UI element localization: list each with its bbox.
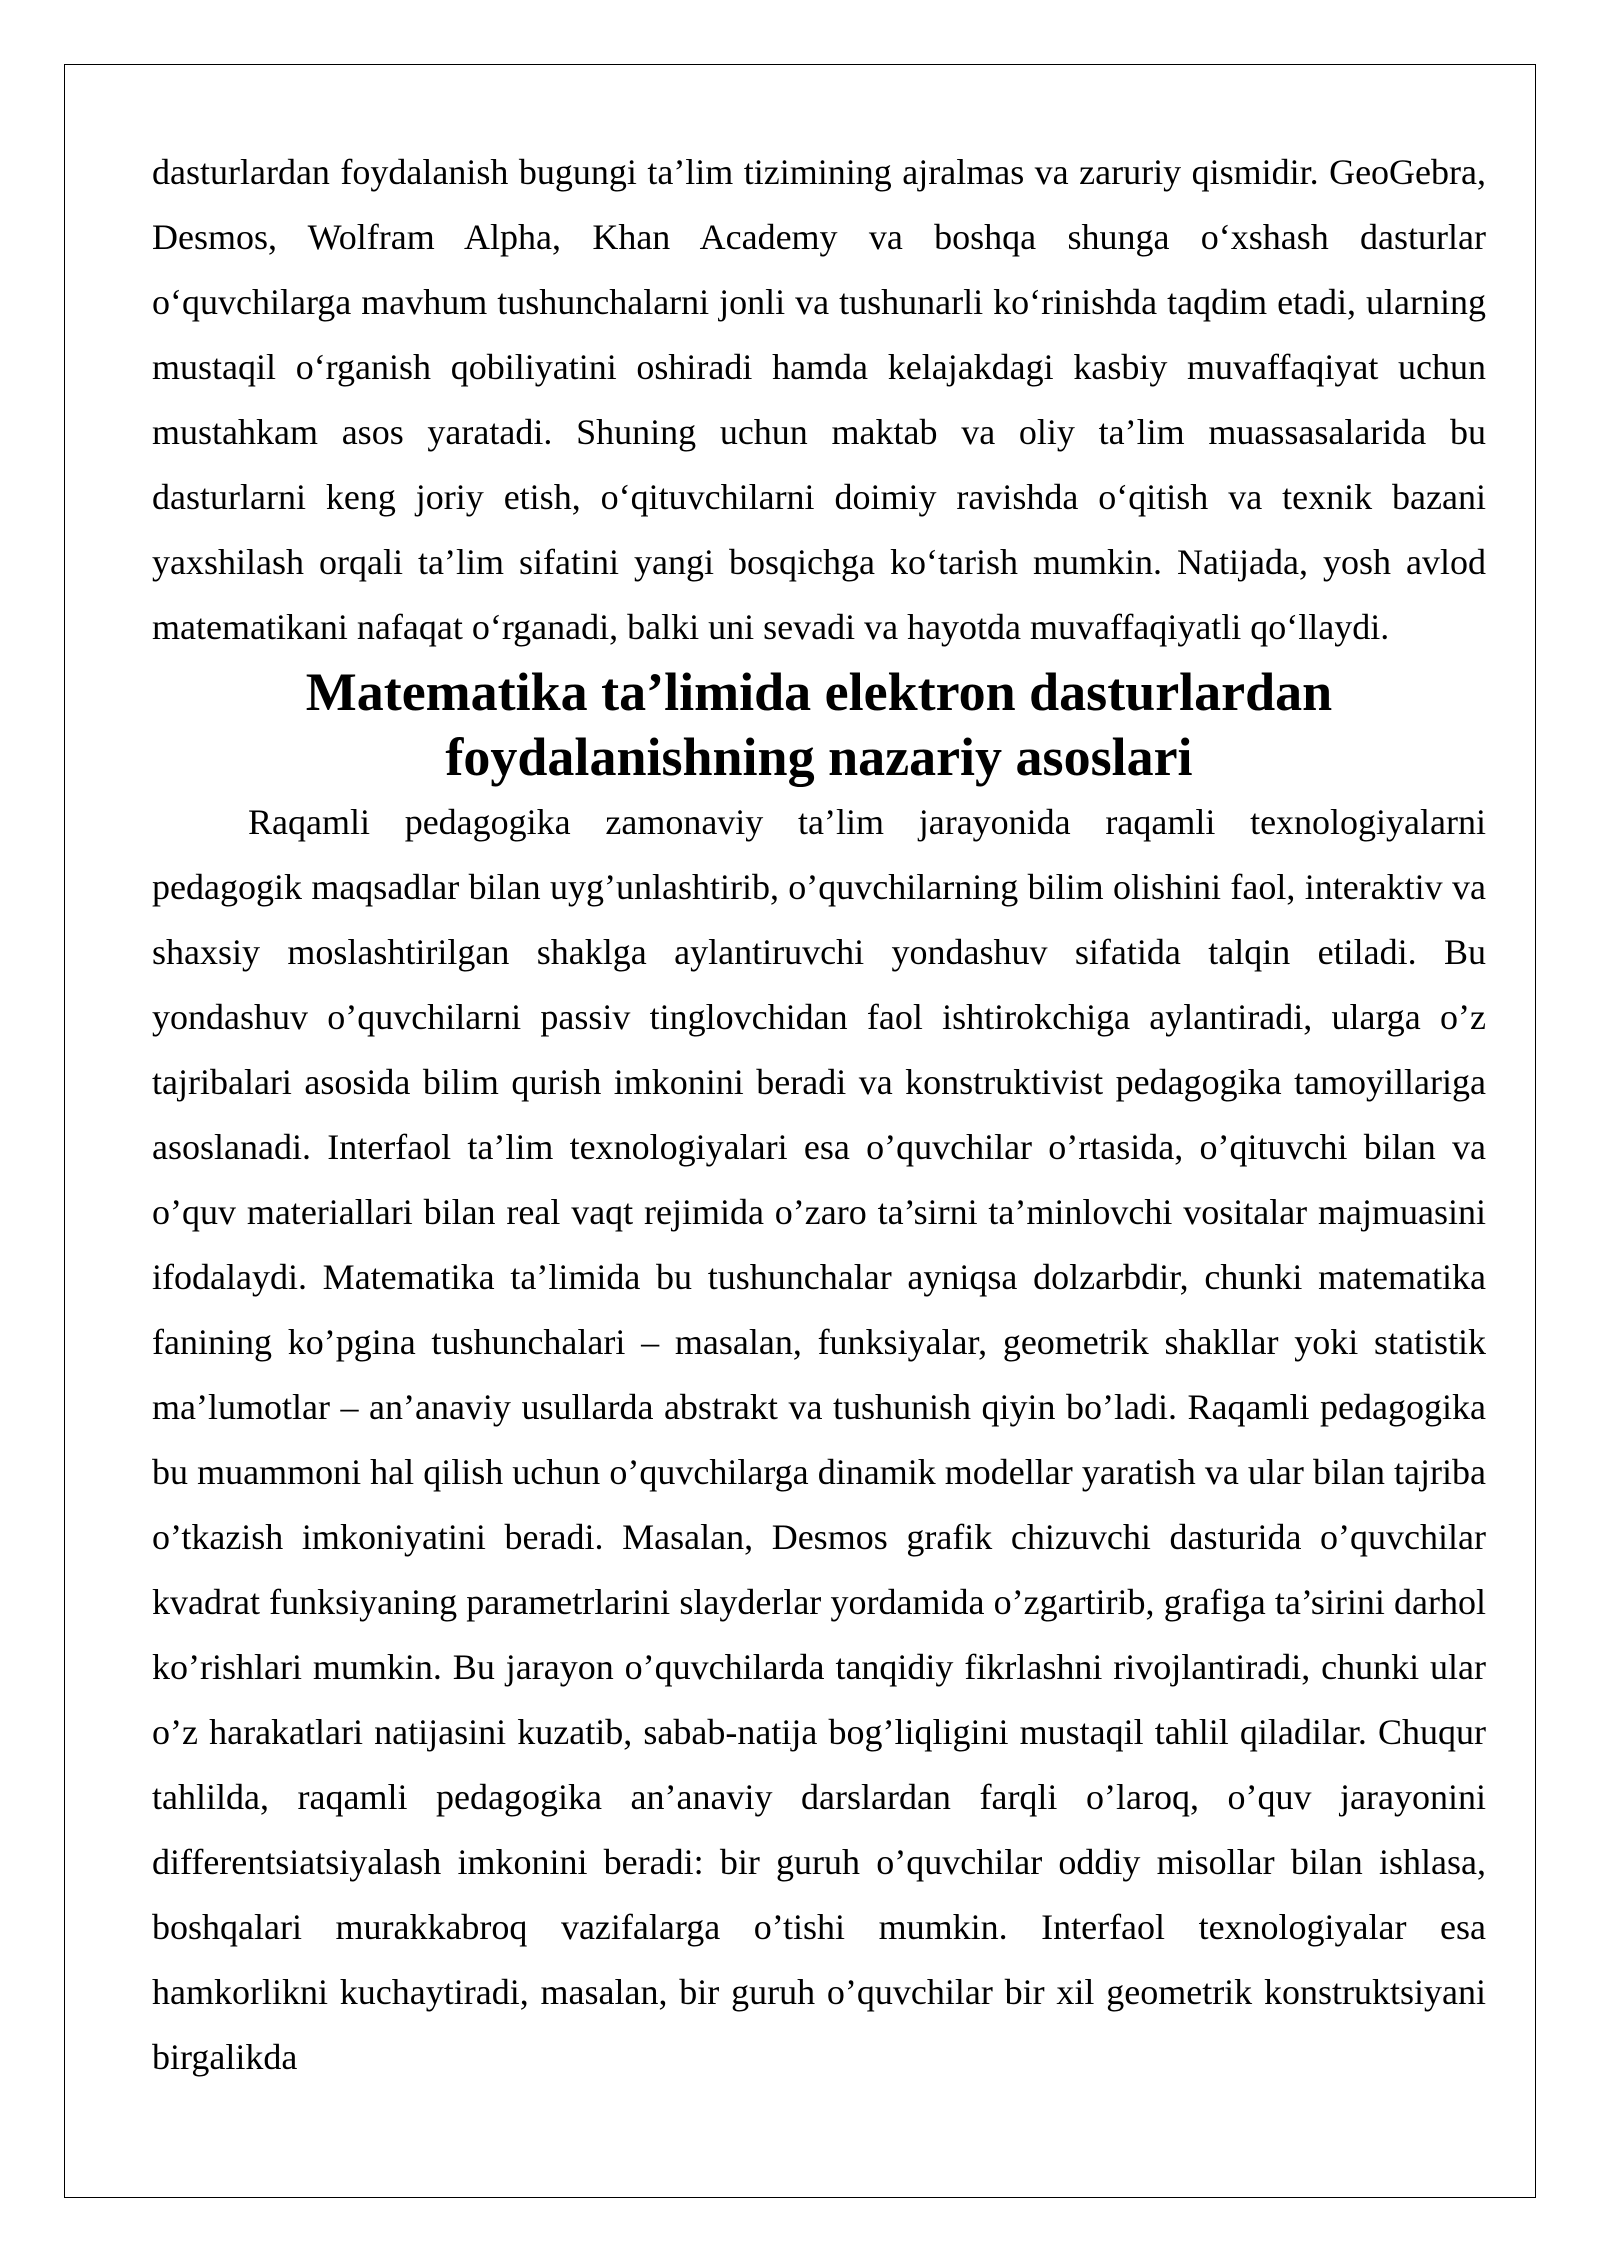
section-heading: Matematika ta’limida elektron dasturlardan foydalanishning nazariy asoslari	[305, 662, 1333, 787]
intro-paragraph: dasturlardan foydalanish bugungi ta’lim tizimining ajralmas va zaruriy qismidir. GeoGebra, Desmos, Wolfram Alpha, Khan Academy va boshqa shunga o‘xshash dasturlar o‘quvchilarga mavhum tushunchalarni jonli va tushunarli ko‘rinishda taqdim etadi, ularning mustaqil o‘rganish qobiliyatini oshiradi hamda kelajakdagi kasbiy muvaffaqiyat uchun mustahkam asos yaratadi. Shuning uchun maktab va oliy ta’lim muassasalarida bu dasturlarni keng joriy etish, o‘qituvchilarni doimiy ravishda o‘qitish va texnik bazani yaxshilash orqali ta’lim sifatini yangi bosqichga ko‘tarish mumkin. Natijada, yosh avlod matematikani nafaqat o‘rganadi, balki uni sevadi va hayotda muvaffaqiyatli qo‘llaydi.	[152, 152, 1486, 647]
document-body	[152, 140, 1486, 2090]
body-paragraph: Raqamli pedagogika zamonaviy ta’lim jarayonida raqamli texnologiyalarni pedagogik maqsadlar bilan uyg’unlashtirib, o’quvchilarning bilim olishini faol, interaktiv va shaxsiy moslashtirilgan shaklga aylantiruvchi yondashuv sifatida talqin etiladi. Bu yondashuv o’quvchilarni passiv tinglovchidan faol ishtirokchiga aylantiradi, ularga o’z tajribalari asosida bilim qurish imkonini beradi va konstruktivist pedagogika tamoyillariga asoslanadi. Interfaol ta’lim texnologiyalari esa o’quvchilar o’rtasida, o’qituvchi bilan va o’quv materiallari bilan real vaqt rejimida o’zaro ta’sirni ta’minlovchi vositalar majmuasini ifodalaydi. Matematika ta’limida bu tushunchalar ayniqsa dolzarbdir, chunki matematika fanining ko’pgina tushunchalari – masalan, funksiyalar, geometrik shakllar yoki statistik ma’lumotlar – an’anaviy usullarda abstrakt va tushunish qiyin bo’ladi. Raqamli pedagogika bu muammoni hal qilish uchun o’quvchilarga dinamik modellar yaratish va ular bilan tajriba o’tkazish imkoniyatini beradi. Masalan, Desmos grafik chizuvchi dasturida o’quvchilar kvadrat funksiyaning parametrlarini slayderlar yordamida o’zgartirib, grafiga ta’sirini darhol ko’rishlari mumkin. Bu jarayon o’quvchilarda tanqidiy fikrlashni rivojlantiradi, chunki ular o’z harakatlari natijasini kuzatib, sabab-natija bog’liqligini mustaqil tahlil qiladilar. Chuqur tahlilda, raqamli pedagogika an’anaviy darslardan farqli o’laroq, o’quv jarayonini differentsiatsiyalash imkonini beradi: bir guruh o’quvchilar oddiy misollar bilan ishlasa, boshqalari murakkabroq vazifalarga o’tishi mumkin. Interfaol texnologiyalar esa hamkorlikni kuchaytiradi, masalan, bir guruh o’quvchilar bir xil geometrik konstruktsiyani birgalikda	[152, 802, 1486, 2077]
